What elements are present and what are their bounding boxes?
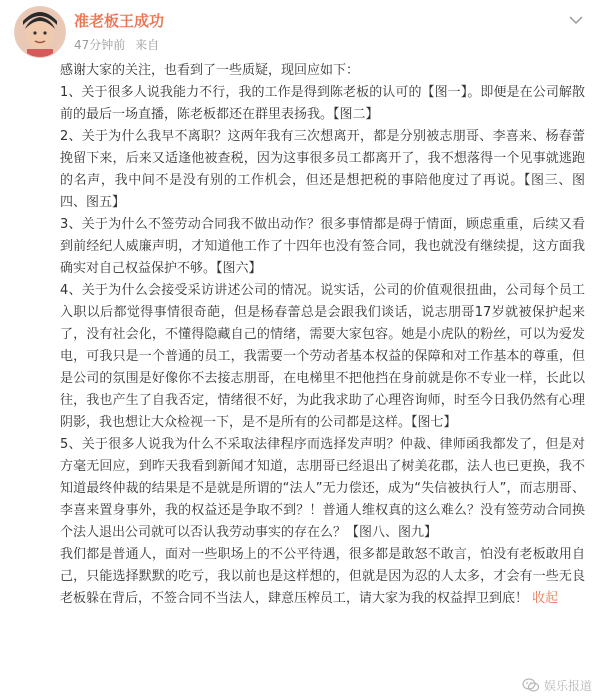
post-source: 来自 — [135, 38, 160, 52]
post-time: 47分钟前 — [74, 38, 126, 52]
avatar[interactable] — [14, 6, 66, 58]
post-paragraph: 4、关于为什么会接受采访讲述公司的情况。说实话，公司的价值观很扭曲，公司每个员工入职以后都觉得事情很奇葩，但是杨春蕾总是会跟我们谈话，说志朋哥17岁就被保护起来了，没有社会化，不懂得隐藏自己的情绪，需要大家包容。她是小虎队的粉丝，可以为爱发电，可我只是一个普通的员工，我需要一个劳动者基本权益的保障和对工作基本的尊重，但是公司的氛围是好像你不去接志朋哥，在电梯里不把他挡在身前就是你不专业一样，长此以往，我也产生了自我否定，情绪很不好，为此我求助了心理咨询师，时至今日我仍然有心理阴影，我也想让大众检视一下，是不是所有的公司都是这样。【图七】 — [60, 283, 585, 430]
watermark — [522, 676, 592, 694]
post-paragraph: 5、关于很多人说我为什么不采取法律程序而选择发声明？仲裁、律师函我都发了，但是对方毫无回应，到昨天我看到新闻才知道，志朋哥已经退出了树美花郡，法人也已更换，我不知道最终仲裁的结果是不是就是所谓的“法人”无力偿还，成为“失信被执行人”，而志朋哥、李喜来置身事外，我的权益还是争取不到？！普通人维权真的这么难么？没有签劳动合同换个法人退出公司就可以否认我劳动事实的存在么？【图八、图九】 — [60, 437, 585, 540]
post-paragraph: 感谢大家的关注，也看到了一些质疑，现回应如下： — [60, 63, 360, 78]
post-paragraph: 1、关于很多人说我能力不行，我的工作是得到陈老板的认可的【图一】。即便是在公司解散前的最后一场直播，陈老板都还在群里表扬我。【图二】 — [60, 85, 585, 122]
post-paragraph: 3、关于为什么不签劳动合同我不做出动作？很多事情都是碍于情面，顾虑重重，后续又看到前经纪人威廉声明，才知道他工作了十四年也没有签合同，我也就没有继续提，这方面我确实对自己权益保护不够。【图六】 — [60, 217, 585, 276]
watermark-text: 娱乐报道 — [543, 678, 592, 693]
post-paragraph-last — [60, 544, 585, 610]
post-paragraph: 我们都是普通人，面对一些职场上的不公平待遇，很多都是敢怒不敢言，怕没有老板敢用自己，只能选择默默的吃亏，我以前也是这样想的，但就是因为忍的人太多，才会有一些无良老板躲在背后，不签合同不当法人，肆意压榨员工，请大家为我的权益捍卫到底！ — [60, 547, 585, 606]
post-meta — [74, 36, 165, 53]
post-paragraph: 2、关于为什么我早不离职？这两年我有三次想离开，都是分别被志朋哥、李喜来、杨春蕾挽留下来，后来又适逢他被查税，因为这事很多员工都离开了，我不想落得一个见事就逃跑的名声，我中间不是没有别的工作机会，但还是想把税的事陪他度过了再说。【图三、图四、图五】 — [60, 129, 585, 210]
chevron-down-icon[interactable] — [568, 12, 584, 26]
post-body — [60, 60, 585, 610]
collapse-button[interactable]: 收起 — [532, 591, 559, 606]
post-header — [14, 6, 584, 56]
wechat-icon — [522, 676, 540, 694]
author-name[interactable]: 准老板王成功 — [74, 12, 165, 30]
